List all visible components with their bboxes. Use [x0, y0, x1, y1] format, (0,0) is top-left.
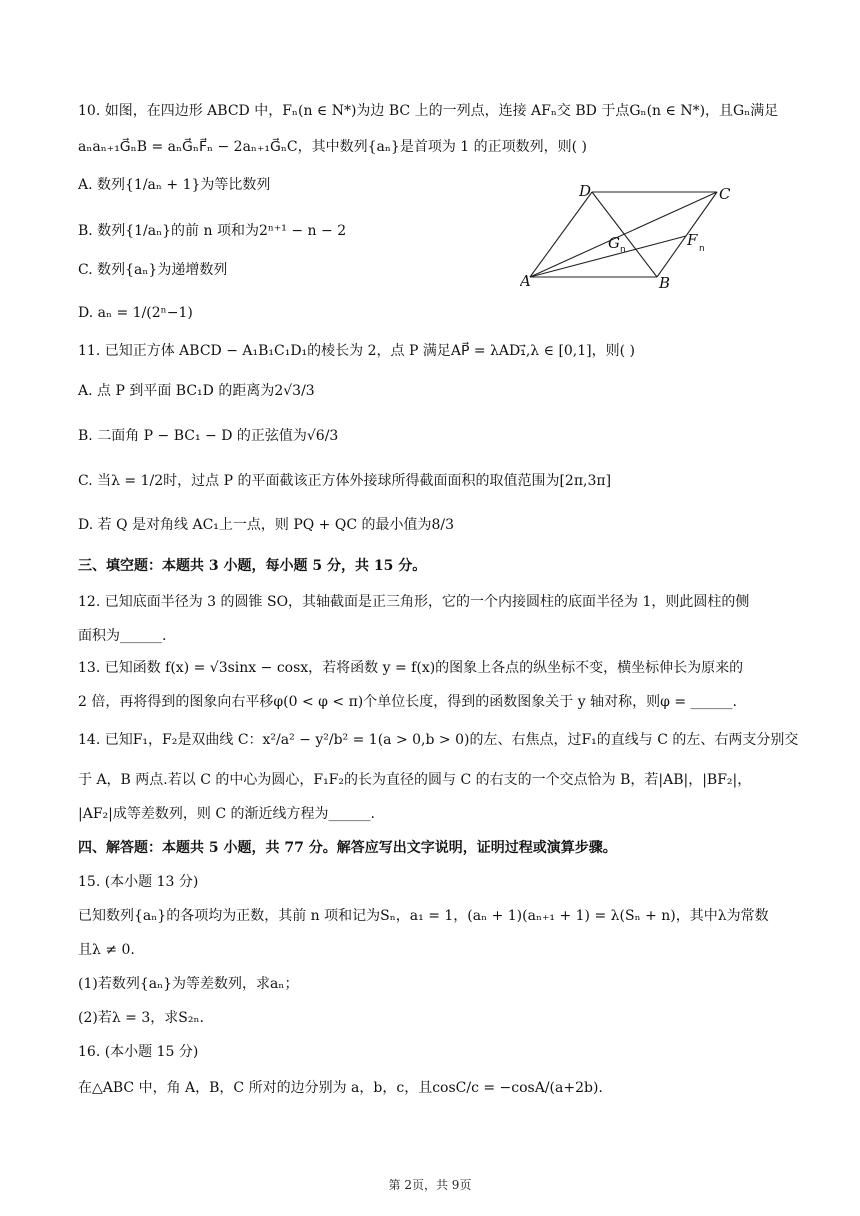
- text-line: (2)若λ = 3，求S₂ₙ.: [78, 1010, 204, 1026]
- section-heading: 三、填空题：本题共 3 小题，每小题 5 分，共 15 分。: [78, 558, 427, 574]
- quadrilateral-figure: [520, 180, 740, 295]
- text-line: A. 点 P 到平面 BC₁D 的距离为2√3/3: [78, 383, 315, 399]
- label-A: A: [520, 272, 531, 290]
- text-line: C. 数列{aₙ}为递增数列: [78, 262, 228, 278]
- text-line: A. 数列{1/aₙ + 1}为等比数列: [78, 177, 271, 193]
- text-line: 11. 已知正方体 ABCD − A₁B₁C₁D₁的棱长为 2，点 P 满足AP⃗ = λAD₁⃗,λ ∈ [0,1]，则( ): [78, 343, 636, 359]
- text-line: |AF₂|成等差数列，则 C 的渐近线方程为______.: [78, 806, 375, 822]
- page-footer: 第 2页，共 9页: [388, 1178, 472, 1192]
- text-line: 13. 已知函数 f(x) = √3sinx − cosx，若将函数 y = f(x)的图象上各点的纵坐标不变，横坐标伸长为原来的: [78, 660, 744, 676]
- text-line: 在△ABC 中，角 A，B，C 所对的边分别为 a，b，c，且cosC/c = −cosA/(a+2b).: [78, 1080, 603, 1096]
- label-G: G: [608, 234, 620, 252]
- text-line: 10. 如图，在四边形 ABCD 中，Fₙ(n ∈ N*)为边 BC 上的一列点，连接 AFₙ交 BD 于点Gₙ(n ∈ N*)，且Gₙ满足: [78, 103, 779, 119]
- text-line: 且λ ≠ 0.: [78, 942, 135, 958]
- text-line: 15. (本小题 13 分): [78, 874, 199, 890]
- text-line: 16. (本小题 15 分): [78, 1044, 199, 1060]
- text-line: 2 倍，再将得到的图象向右平移φ(0 < φ < π)个单位长度，得到的函数图象关于 y 轴对称，则φ = ______.: [78, 694, 737, 710]
- text-line: 面积为______.: [78, 628, 167, 644]
- text-line: D. aₙ = 1/(2ⁿ−1): [78, 305, 193, 321]
- label-F: F: [687, 231, 698, 249]
- label-C: C: [719, 185, 731, 203]
- text-line: D. 若 Q 是对角线 AC₁上一点，则 PQ + QC 的最小值为8/3: [78, 517, 455, 533]
- text-line: 12. 已知底面半径为 3 的圆锥 SO，其轴截面是正三角形，它的一个内接圆柱的底面半径为 1，则此圆柱的侧: [78, 594, 750, 610]
- text-line: C. 当λ = 1/2时，过点 P 的平面截该正方体外接球所得截面面积的取值范围为[2π,3π]: [78, 473, 612, 489]
- text-line: aₙaₙ₊₁G⃗ₙB = aₙG⃗ₙF⃗ₙ − 2aₙ₊₁G⃗ₙC，其中数列{aₙ}是首项为 1 的正项数列，则( ): [78, 139, 588, 155]
- text-line: 14. 已知F₁，F₂是双曲线 C：x²/a² − y²/b² = 1(a > 0,b > 0)的左、右焦点，过F₁的直线与 C 的左、右两支分别交: [78, 732, 799, 748]
- section-heading: 四、解答题：本题共 5 小题，共 77 分。解答应写出文字说明，证明过程或演算步骤。: [78, 840, 617, 856]
- label-F-sub: n: [699, 244, 705, 254]
- label-G-sub: n: [620, 245, 626, 255]
- text-line: B. 二面角 P − BC₁ − D 的正弦值为√6/3: [78, 428, 339, 444]
- text-line: 于 A，B 两点.若以 C 的中心为圆心，F₁F₂的长为直径的圆与 C 的右支的一个交点恰为 B，若|AB|，|BF₂|，: [78, 772, 752, 788]
- text-line: 已知数列{aₙ}的各项均为正数，其前 n 项和记为Sₙ，a₁ = 1，(aₙ + 1)(aₙ₊₁ + 1) = λ(Sₙ + n)，其中λ为常数: [78, 908, 769, 924]
- label-B: B: [659, 274, 671, 292]
- text-line: (1)若数列{aₙ}为等差数列，求aₙ；: [78, 976, 299, 992]
- label-D: D: [579, 182, 592, 200]
- text-line: B. 数列{1/aₙ}的前 n 项和为2ⁿ⁺¹ − n − 2: [78, 223, 347, 239]
